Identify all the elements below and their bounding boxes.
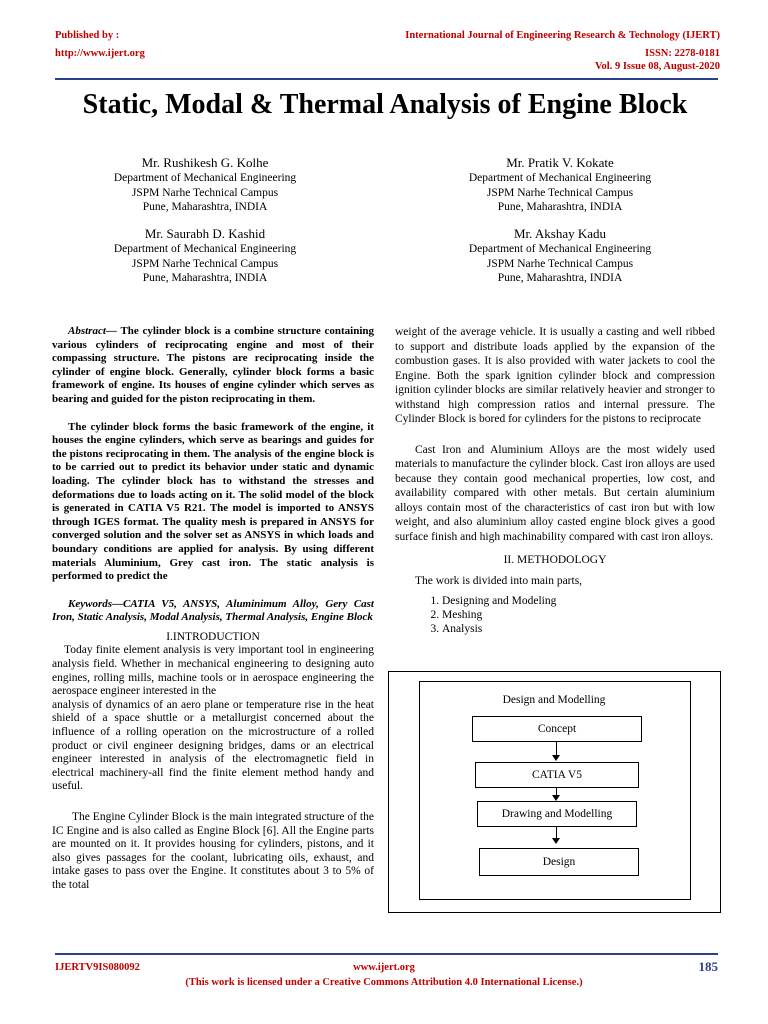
published-by: Published by : xyxy=(55,30,120,41)
author-block-2 xyxy=(425,154,695,215)
author-name: Mr. Rushikesh G. Kolhe xyxy=(141,155,269,170)
author-name: Mr. Akshay Kadu xyxy=(513,226,607,241)
footer-license: (This work is licensed under a Creative Commons Attribution 4.0 International License.) xyxy=(185,977,583,988)
arrow-down-icon xyxy=(552,755,560,761)
header-url-link[interactable]: http://www.ijert.org xyxy=(55,48,145,59)
keywords: Keywords—CATIA V5, ANSYS, Aluminimum Alloy, Gery Cast Iron, Static Analysis, Modal Analysis, Thermal Analysis, Engine Block xyxy=(52,597,374,624)
right-paragraph-2: Cast Iron and Aluminium Alloys are the most widely used materials to manufacture the cylinder block. Cast iron alloys are used because they contain good mechanical properties, low cost, and availability compared with other metals. But certain aluminium alloys contain most of the characteristics of cast iron but with low weight, and also aluminium alloy casted engine block gives a good surface finish and high machinability compared with cast iron alloys. xyxy=(395,443,715,543)
author-place: Pune, Maharashtra, INDIA xyxy=(142,272,268,284)
diagram-box-drawing: Drawing and Modelling xyxy=(477,801,637,827)
author-dept: Department of Mechanical Engineering xyxy=(113,243,297,255)
diagram-box-catia: CATIA V5 xyxy=(475,762,639,788)
abstract-label: Abstract— xyxy=(68,325,117,337)
arrow-down-icon xyxy=(552,838,560,844)
right-column xyxy=(395,325,715,637)
issn: ISSN: 2278-0181 xyxy=(645,48,720,59)
arrow-line xyxy=(556,787,557,795)
journal-name: International Journal of Engineering Research & Technology (IJERT) xyxy=(405,30,720,41)
author-place: Pune, Maharashtra, INDIA xyxy=(497,272,623,284)
intro-paragraph-2: The Engine Cylinder Block is the main integrated structure of the IC Engine and is also called as Engine Block [6]. All the Engine parts are mounted on it. It provides housing for cylinders, pistons, and it also gives passages for the coolant, lubricating oils, exhaust, and intake gases to pass over the Engine. It constitutes about 3 to 5% of the total xyxy=(52,811,374,891)
volume-issue: Vol. 9 Issue 08, August-2020 xyxy=(594,61,720,72)
author-inst: JSPM Narhe Technical Campus xyxy=(131,186,279,199)
left-column xyxy=(52,325,374,893)
author-name: Mr. Pratik V. Kokate xyxy=(506,155,614,170)
intro-paragraph-1b: analysis of dynamics of an aero plane or temperature rise in the heat shield of a space shuttle or a metallurgist concerned about the influence of a rolling operation on the microstructure of a rolled product or civil engineer designing bridges, dams or an electrical engineer interested in analysis of the electromagnetic field in electrical machinery-all find the finite element method handy and useful. xyxy=(52,698,374,793)
author-place: Pune, Maharashtra, INDIA xyxy=(497,201,623,213)
page-number: 185 xyxy=(698,959,718,974)
methodology-step: 3. Analysis xyxy=(442,622,715,636)
paper-title: Static, Modal & Thermal Analysis of Engine Block xyxy=(82,89,688,120)
author-place: Pune, Maharashtra, INDIA xyxy=(142,201,268,213)
header-rule xyxy=(55,78,718,80)
author-dept: Department of Mechanical Engineering xyxy=(468,243,652,255)
right-paragraph-1: weight of the average vehicle. It is usually a casting and well ribbed to support and distribute loads applied by the expansion of the combustion gases. It is also provided with water jackets to cool the Engine. Both the spark ignition cylinder block and compression ignition cylinder blocks are similar relatively heavier and stronger to withstand high compression ratios and internal pressure. The Cylinder Block is bored for cylinders for the pistons to reciprocate xyxy=(395,326,715,425)
methodology-steps xyxy=(395,594,715,637)
footer-paper-code: IJERTV9IS080092 xyxy=(55,962,140,973)
author-block-4 xyxy=(425,225,695,286)
methodology-step: 2. Meshing xyxy=(442,608,715,622)
arrow-line xyxy=(556,826,557,838)
author-name: Mr. Saurabh D. Kashid xyxy=(144,226,266,241)
author-inst: JSPM Narhe Technical Campus xyxy=(131,257,279,270)
methodology-step: 1. Designing and Modeling xyxy=(442,594,715,608)
intro-paragraph-1a: Today finite element analysis is very important tool in engineering analysis field. Whether in mechanical engineering to designing auto engines, rolling mills, machine tools or in aerospace engineering the aerospace engineer interested in the xyxy=(52,644,374,698)
abstract-paragraph-1: Abstract— The cylinder block is a combine structure containing various cylinders of reciprocating engine and most of their compassing structure. The pistons are reciprocating inside the cylinder of engine block. Generally, cylinder block forms a basic framework of engine. Its houses of engine cylinder which serves as bearing and guided for the piston reciprocating in them. xyxy=(52,325,375,405)
diagram-title: Design and Modelling xyxy=(502,694,606,706)
footer-url-link[interactable]: www.ijert.org xyxy=(353,962,415,973)
author-dept: Department of Mechanical Engineering xyxy=(468,172,652,184)
diagram-box-design: Design xyxy=(479,848,639,876)
abstract-paragraph-2: The cylinder block forms the basic framework of the engine, it houses the engine cylinders, which serve as bearings and guides for the pistons reciprocating in them. The analysis of the engine block is to be carried out to predict its behavior under static and dynamic loading. The cylinder block has to withstand the stresses and deformations due to loads acting on it. The solid model of the block is generated in CATIA V5 R21. The model is imported to ANSYS through IGES format. The quality mesh is prepared in ANSYS for converged solution and the solver set as ANSYS in which loads and boundary conditions are applied for analysis. By using different materials Aluminium, Grey cast iron. The static analysis is performed to predict the xyxy=(52,420,374,583)
author-block-3 xyxy=(70,225,340,286)
author-inst: JSPM Narhe Technical Campus xyxy=(486,257,634,270)
methodology-heading: II. METHODOLOGY xyxy=(503,554,607,566)
author-inst: JSPM Narhe Technical Campus xyxy=(486,186,634,199)
introduction-heading: I.INTRODUCTION xyxy=(166,630,260,643)
author-block-1 xyxy=(70,154,340,215)
arrow-line xyxy=(556,741,557,755)
footer-rule xyxy=(55,953,718,955)
diagram-box-concept: Concept xyxy=(472,716,642,742)
methodology-intro: The work is divided into main parts, xyxy=(415,574,583,587)
author-dept: Department of Mechanical Engineering xyxy=(113,172,297,184)
